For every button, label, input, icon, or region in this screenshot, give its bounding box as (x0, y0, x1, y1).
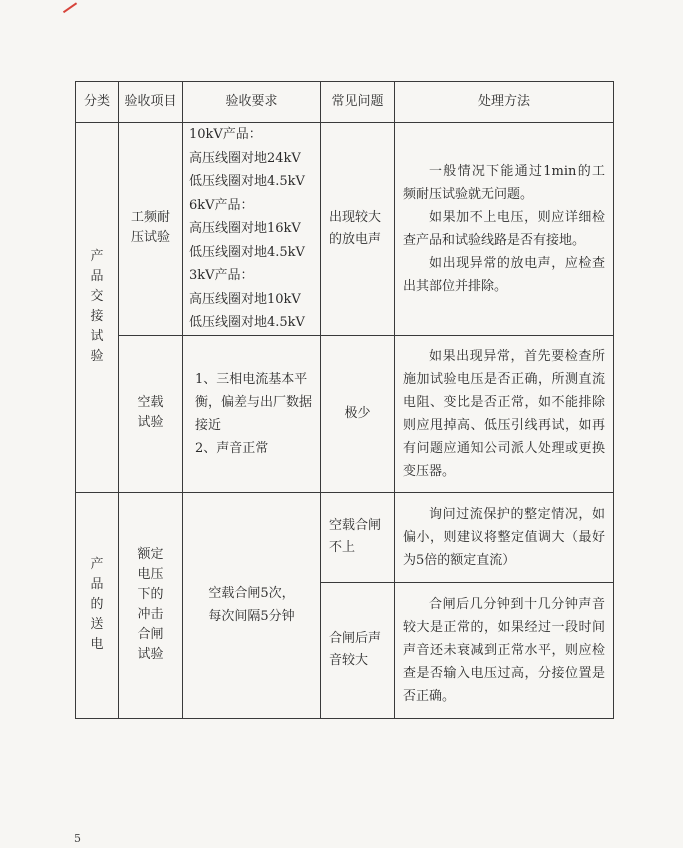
method-paragraph: 合闸后几分钟到十几分钟声音较大是正常的，如果经过一段时间声音还未衰减到正常水平，则应检查是否输入电压过高，分接位置是否正确。 (403, 596, 605, 704)
item-text: 空载试验 (137, 395, 164, 430)
category-text: 产品交接试验 (90, 248, 104, 364)
requirement-cell (183, 492, 321, 719)
item-cell (119, 123, 183, 336)
acceptance-table (75, 81, 614, 719)
method-cell (395, 582, 614, 719)
requirement-cell (183, 123, 321, 336)
page-number: 5 (74, 832, 81, 845)
header-row (76, 82, 614, 123)
category-cell (76, 492, 119, 719)
problem-text: 合闸后声音较大 (329, 631, 382, 669)
requirement-line: 高压线圈对地24kV (189, 150, 301, 166)
header-item: 验收项目 (119, 82, 183, 123)
problem-cell (321, 123, 395, 336)
problem-text: 空载合闸不上 (329, 518, 382, 555)
table-row (76, 123, 614, 336)
item-text: 额定电压下的冲击合闸试验 (137, 546, 164, 662)
requirement-line: 6kV产品： (189, 197, 254, 213)
method-cell (395, 492, 614, 582)
item-cell (119, 492, 183, 719)
table-row (76, 492, 614, 582)
item-cell (119, 335, 183, 492)
table-row (76, 335, 614, 492)
requirement-line: 3kV产品： (189, 268, 254, 283)
requirement-line: 每次间隔5分钟 (208, 609, 295, 625)
requirement-line: 低压线圈对地4.5kV (189, 244, 305, 260)
requirement-item: 2、声音正常 (195, 440, 269, 456)
header-method: 处理方法 (395, 82, 614, 123)
requirement-line: 10kV产品： (189, 127, 262, 142)
method-cell (395, 123, 614, 336)
requirement-item: 1、三相电流基本平衡，偏差与出厂数据接近 (195, 371, 313, 433)
problem-cell (321, 335, 395, 492)
method-paragraph: 如果出现异常，首先要检查所施加试验电压是否正确，所测直流电阻、变比是否正常，如不能排除则应甩掉高、低压引线再试，如再有问题应通知公司派人处理或更换变压器。 (403, 348, 605, 479)
method-paragraph: 如出现异常的放电声，应检查出其部位并排除。 (403, 255, 605, 294)
problem-cell (321, 492, 395, 582)
requirement-line: 高压线圈对地10kV (189, 291, 301, 307)
requirement-cell (183, 335, 321, 492)
method-paragraph: 一般情况下能通过1min的工频耐压试验就无问题。 (403, 163, 605, 202)
requirement-line: 低压线圈对地4.5kV (189, 315, 305, 330)
requirement-line: 低压线圈对地4.5kV (189, 174, 305, 189)
category-text: 产品的送电 (90, 556, 104, 652)
method-cell (395, 335, 614, 492)
requirement-line: 空载合闸5次， (208, 586, 295, 602)
method-paragraph: 如果加不上电压，则应详细检查产品和试验线路是否有接地。 (403, 209, 605, 248)
category-cell (76, 123, 119, 493)
header-requirement: 验收要求 (183, 82, 321, 123)
problem-text: 出现较大的放电声 (329, 209, 382, 247)
item-text: 工频耐压试验 (130, 210, 170, 246)
method-paragraph: 询问过流保护的整定情况，如偏小，则建议将整定值调大（最好为5倍的额定直流） (403, 506, 605, 568)
problem-text: 极少 (344, 405, 371, 421)
red-pen-mark (55, 0, 77, 13)
problem-cell (321, 582, 395, 719)
header-problem: 常见问题 (321, 82, 395, 123)
requirement-line: 高压线圈对地16kV (189, 221, 301, 236)
header-category: 分类 (76, 82, 119, 123)
